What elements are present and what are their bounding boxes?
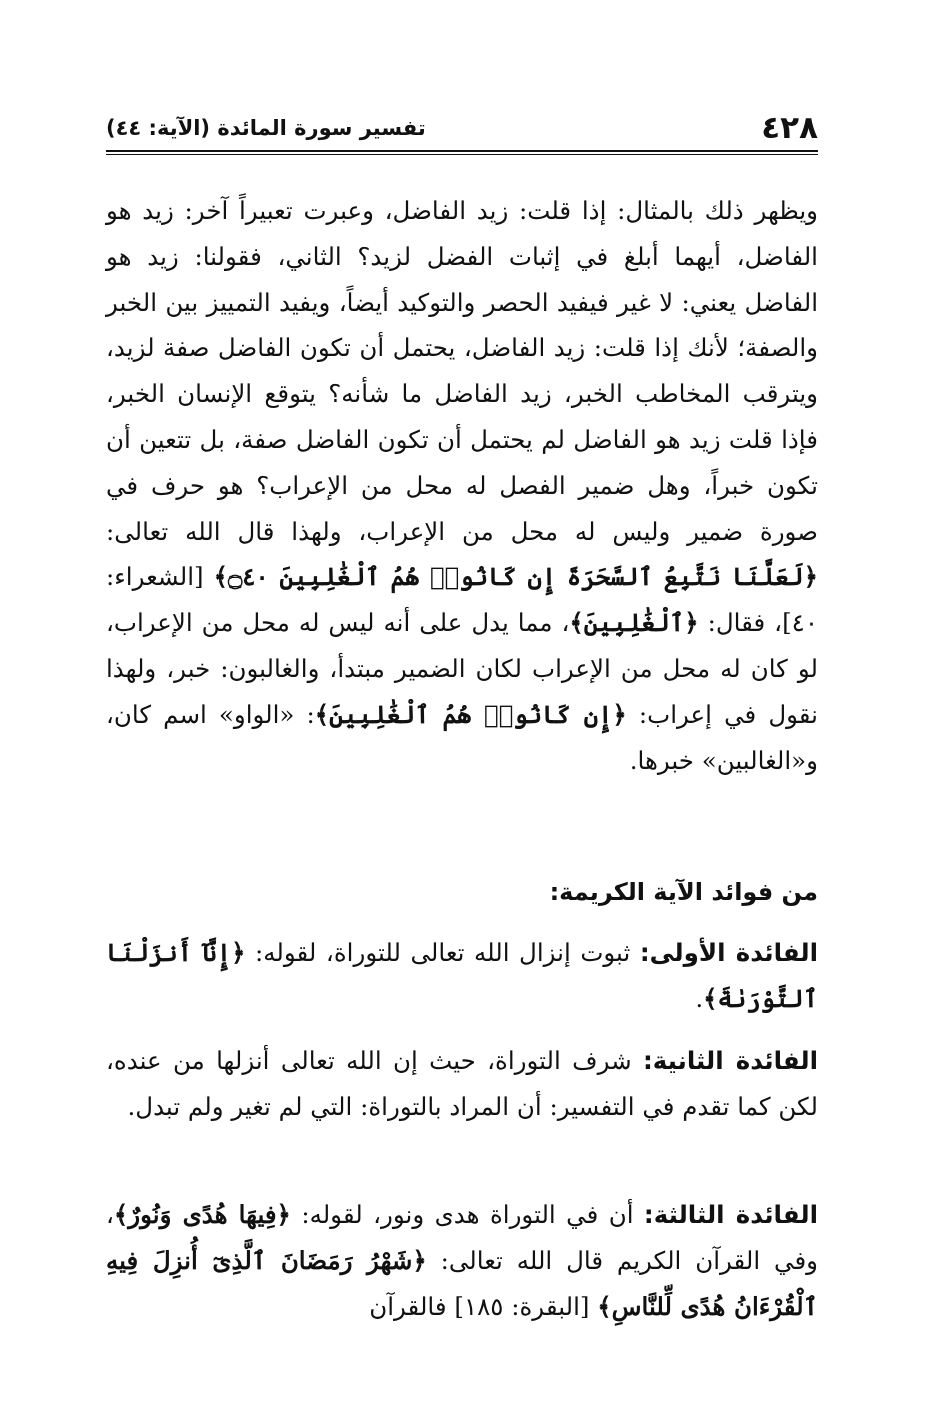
quran-verse: ﴿شَهْرُ رَمَضَانَ ٱلَّذِىٓ أُنزِلَ فِيهِ ٱلْقُرْءَانُ هُدًى لِّلنَّاسِ﴾ xyxy=(106,1245,818,1321)
main-paragraph xyxy=(106,188,818,783)
paragraph-text: ، مما يدل على أنه ليس له محل من الإعراب، لو كان له محل من الإعراب لكان الضمير مبتدأ، والغالبون: خبر، ولهذا نقول في إعراب: xyxy=(106,608,818,729)
benefit-text: ثبوت إنزال الله تعالى للتوراة، لقوله: xyxy=(255,938,631,967)
quran-verse: ﴿لَعَلَّنَا نَتَّبِعُ ٱلسَّحَرَةَ إِن كَانُوا۟ هُمُ ٱلْغَٰلِبِينَ ۝٤٠﴾ xyxy=(213,562,818,592)
benefit-text: أن في التوراة هدى ونور، لقوله: xyxy=(301,1200,634,1229)
paragraph-text: : «الواو» اسم كان، و«الغالبين» خبرها. xyxy=(106,699,818,775)
page-header xyxy=(106,108,818,148)
verse-reference: [الشعراء: ٤٠]، فقال: xyxy=(106,562,818,638)
benefit-2 xyxy=(106,1038,818,1130)
benefit-1 xyxy=(106,930,818,1022)
benefit-3 xyxy=(106,1192,818,1329)
quran-verse: ﴿إِنَّآ أَنزَلْنَا ٱلتَّوْرَىٰةَ﴾ xyxy=(106,938,818,1013)
quran-verse: ﴿فِيهَا هُدًى وَنُورٌ﴾ xyxy=(113,1200,291,1229)
verse-reference: [البقرة: ١٨٥] فالقرآن xyxy=(369,1291,590,1321)
quran-verse: ﴿إِن كَانُوا۟ هُمُ ٱلْغَٰلِبِينَ﴾ xyxy=(314,699,627,729)
benefit-tail: ، وفي القرآن الكريم قال الله تعالى: xyxy=(106,1200,818,1275)
benefit-label: الفائدة الأولى: xyxy=(639,938,819,967)
header-rule xyxy=(106,150,818,155)
benefit-label: الفائدة الثانية: xyxy=(643,1046,818,1075)
quran-verse: ﴿ٱلْغَٰلِبِينَ﴾ xyxy=(569,608,699,638)
benefit-label: الفائدة الثالثة: xyxy=(643,1200,818,1229)
running-title: تفسير سورة المائدة (الآية: ٤٤) xyxy=(106,116,426,140)
paragraph-text: ويظهر ذلك بالمثال: إذا قلت: زيد الفاضل، وعبرت تعبيراً آخر: زيد هو الفاضل، أيهما أبلغ في إثبات الفضل لزيد؟ الثاني، فقولنا: زيد هو الفاضل يعني: لا غير فيفيد الحصر والتوكيد أيضاً، ويفيد التمييز بين الخبر والصفة؛ لأنك إذا قلت: زيد الفاضل، يحتمل أن تكون الفاضل صفة لزيد، ويترقب المخاطب الخبر، زيد الفاضل ما شأنه؟ يتوقع الإنسان الخبر، فإذا قلت زيد هو الفاضل لم يحتمل أن تكون الفاضل صفة، بل تتعين أن تكون خبراً، وهل ضمير الفصل له محل من الإعراب؟ هو حرف في صورة ضمير وليس له محل من الإعراب، ولهذا قال الله تعالى: xyxy=(106,196,818,546)
page-number: ٤٢٨ xyxy=(761,110,818,146)
section-heading: من فوائد الآية الكريمة: xyxy=(549,878,818,906)
benefit-tail: . xyxy=(695,983,704,1013)
benefit-text: شرف التوراة، حيث إن الله تعالى أنزلها من عنده، لكن كما تقدم في التفسير: أن المراد بالتوراة: التي لم تغير ولم تبدل. xyxy=(106,1046,818,1121)
